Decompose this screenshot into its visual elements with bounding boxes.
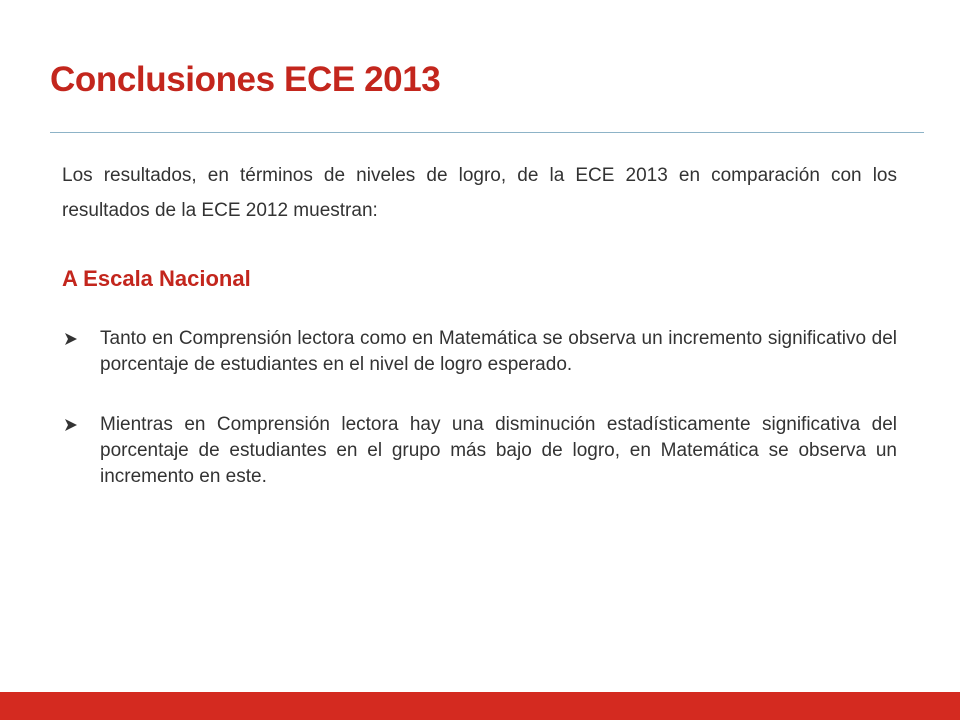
bullet-text: Mientras en Comprensión lectora hay una disminución estadísticamente significativa del porcentaje de estudiantes en el grupo más bajo de logro, en Matemática se observa un incremento en este.	[100, 414, 897, 487]
arrow-bullet-icon	[64, 418, 78, 432]
bullet-list	[62, 326, 897, 524]
bullet-item	[62, 412, 897, 490]
slide-title: Conclusiones ECE 2013	[50, 60, 441, 99]
intro-paragraph: Los resultados, en términos de niveles de logro, de la ECE 2013 en comparación con los resultados de la ECE 2012 muestran:	[62, 165, 897, 221]
bullet-item	[62, 326, 897, 378]
section-heading: A Escala Nacional	[62, 266, 251, 291]
title-divider	[50, 132, 924, 133]
bullet-text: Tanto en Comprensión lectora como en Matemática se observa un incremento significativo del porcentaje de estudiantes en el nivel de logro esperado.	[100, 328, 897, 375]
arrow-bullet-icon	[64, 332, 78, 346]
footer-bar	[0, 692, 960, 720]
